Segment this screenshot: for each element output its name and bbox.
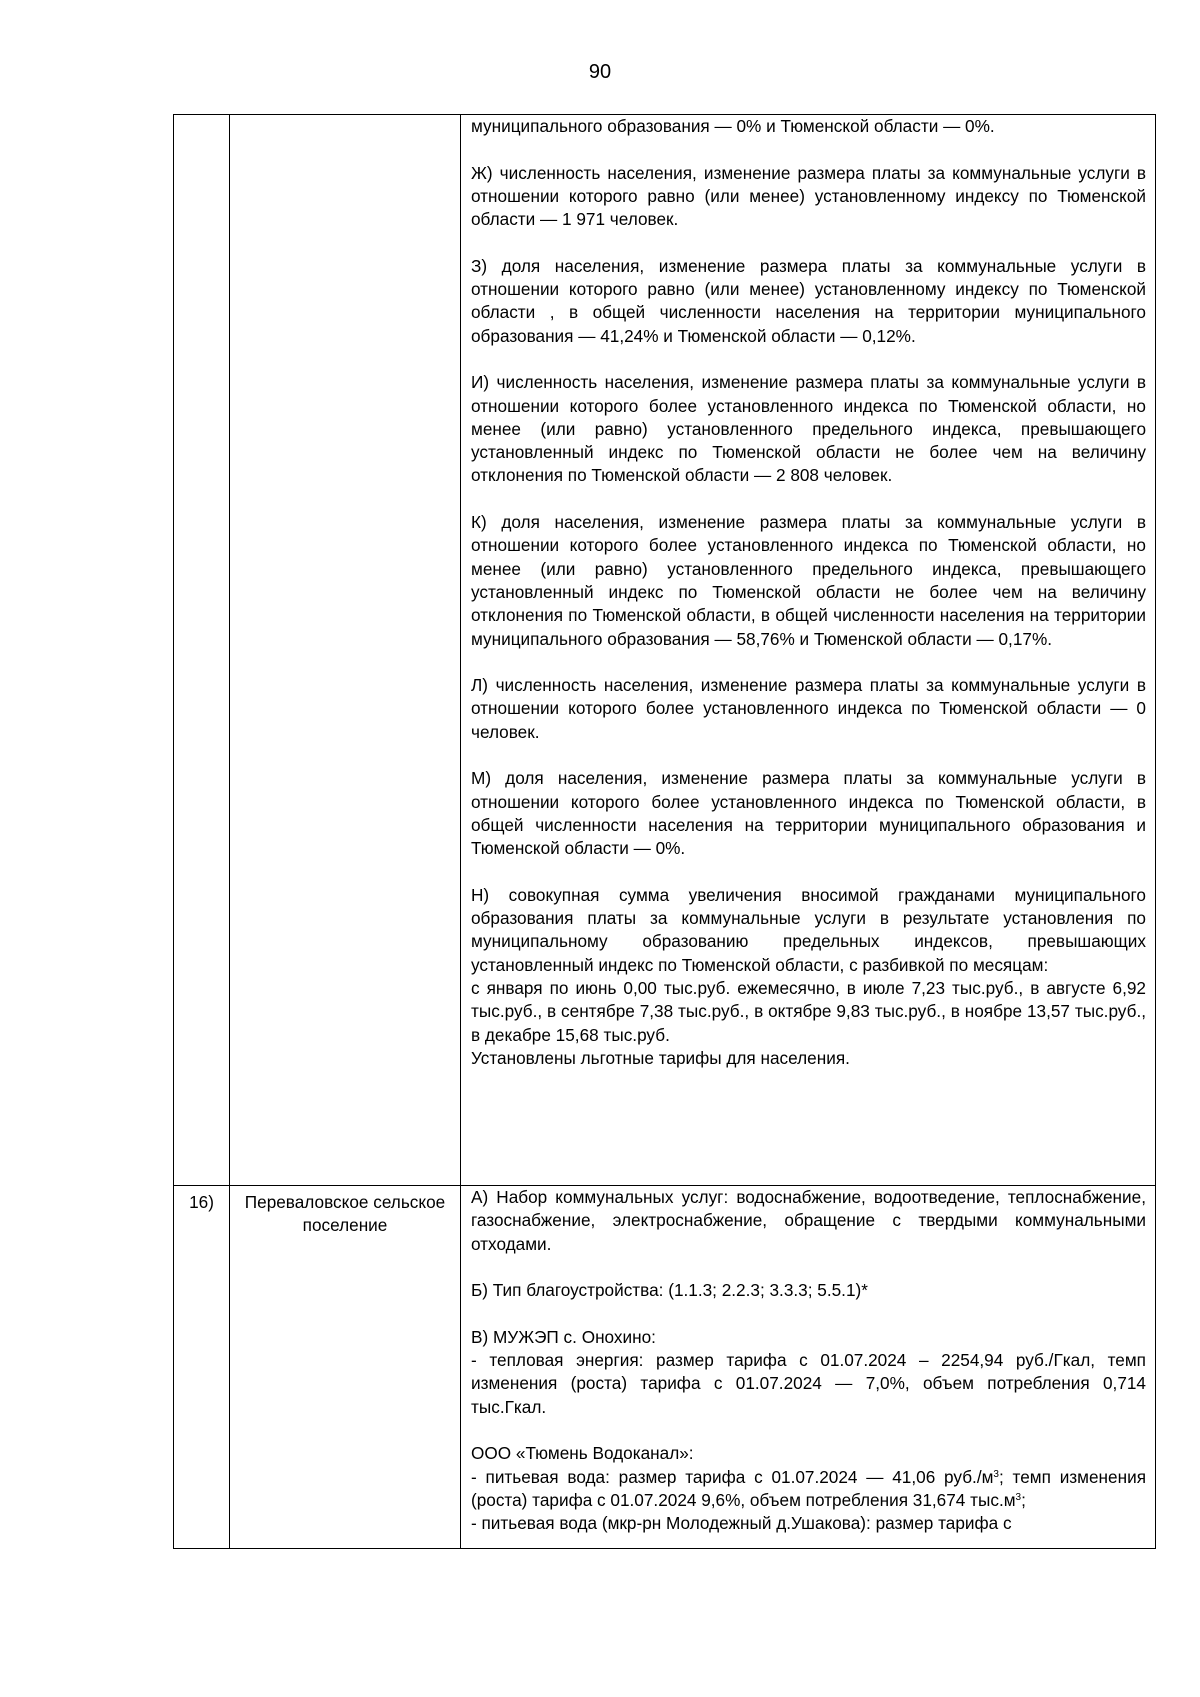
paragraph-vodokanal-heading: ООО «Тюмень Водоканал»: bbox=[471, 1443, 694, 1464]
table-row-continued bbox=[174, 115, 1156, 1186]
municipality-name-cell bbox=[230, 115, 461, 1186]
paragraph-v-heading: В) МУЖЭП с. Онохино: bbox=[471, 1326, 656, 1347]
municipality-name-cell: Переваловское сельское поселение bbox=[230, 1186, 461, 1549]
row-number-cell bbox=[174, 115, 230, 1186]
page-number: 90 bbox=[588, 61, 612, 83]
paragraph-b: Б) Тип благоустройства: (1.1.3; 2.2.3; 3.3.3; 5.5.1)* bbox=[471, 1280, 868, 1301]
row-number-cell: 16) bbox=[174, 1186, 230, 1549]
paragraph-n-monthly: с января по июнь 0,00 тыс.руб. ежемесячно, в июле 7,23 тыс.руб., в августе 6,92 тыс.руб., в сентябре 7,38 тыс.руб., в октябре 9,83 тыс.руб., в ноябре 13,57 тыс.руб., в декабре 15,68 тыс.руб. bbox=[471, 977, 1146, 1045]
paragraph-v-heat: - тепловая энергия: размер тарифа с 01.07.2024 – 2254,94 руб./Гкал, темп изменения (роста) тарифа с 01.07.2024 — 7,0%, объем потребления 0,714 тыс.Гкал. bbox=[471, 1350, 1146, 1417]
tariff-table bbox=[173, 114, 1156, 1549]
paragraph-n bbox=[471, 884, 1146, 1070]
paragraph-l: Л) численность населения, изменение размера платы за коммунальные услуги в отношении которого более установленного индекса по Тюменской области — 0 человек. bbox=[471, 675, 1146, 742]
water-tariff-text-end: ; bbox=[1021, 1489, 1026, 1510]
description-cell bbox=[461, 1186, 1156, 1549]
paragraph-vodokanal-water bbox=[471, 1466, 1146, 1513]
paragraph-k: К) доля населения, изменение размера платы за коммунальные услуги в отношении которого более установленного индекса по Тюменской области, но менее (или равно) установленного предельного индекса, превышающего установленный индекс по Тюменской области не более чем на величину отклонения по Тюменской области, в общей численности населения на территории муниципального образования — 58,76% и Тюменской области — 0,17%. bbox=[471, 512, 1146, 649]
paragraph-a: А) Набор коммунальных услуг: водоснабжение, водоотведение, теплоснабжение, газоснабжение, электроснабжение, обращение с твердыми коммунальными отходами. bbox=[471, 1187, 1146, 1254]
paragraph-vodokanal bbox=[471, 1442, 1146, 1535]
superscript: 3 bbox=[1015, 1491, 1022, 1503]
paragraph-z: З) доля населения, изменение размера платы за коммунальные услуги в отношении которого равно (или менее) установленному индексу по Тюменской области , в общей численности населения на территории муниципального образования — 41,24% и Тюменской области — 0,12%. bbox=[471, 255, 1146, 346]
paragraph-n-intro: Н) совокупная сумма увеличения вносимой гражданами муниципального образования платы за коммунальные услуги в результате установления по муниципальному образованию предельных индексов, превышающих установленный индекс по Тюменской области, с разбивкой по месяцам: bbox=[471, 884, 1146, 975]
paragraph-vodokanal-water-molodezhny: - питьевая вода (мкр-рн Молодежный д.Ушакова): размер тарифа с bbox=[471, 1513, 1012, 1534]
paragraph-n-note: Установлены льготные тарифы для населения. bbox=[471, 1047, 850, 1068]
paragraph-m: М) доля населения, изменение размера платы за коммунальные услуги в отношении которого более установленного индекса по Тюменской области, в общей численности населения на территории муниципального образования и Тюменской области — 0%. bbox=[471, 768, 1146, 859]
superscript: 3 bbox=[993, 1468, 999, 1480]
paragraph-i: И) численность населения, изменение размера платы за коммунальные услуги в отношении которого более установленного индекса по Тюменской области, но менее (или равно) установленного предельного индекса, превышающего установленный индекс по Тюменской области не более чем на величину отклонения по Тюменской области — 2 808 человек. bbox=[471, 372, 1146, 486]
water-tariff-text: - питьевая вода: размер тарифа с 01.07.2024 — 41,06 руб./м bbox=[471, 1466, 994, 1487]
description-cell bbox=[461, 115, 1156, 1186]
paragraph-v bbox=[471, 1326, 1146, 1419]
water-tariff-text-cont: ; темп изменения (роста) тарифа с 01.07.2024 9,6%, объем потребления 31,674 тыс.м bbox=[471, 1466, 1147, 1510]
table-row-16 bbox=[174, 1186, 1156, 1549]
paragraph-e-end: муниципального образования — 0% и Тюменской области — 0%. bbox=[471, 116, 995, 136]
paragraph-zh: Ж) численность населения, изменение размера платы за коммунальные услуги в отношении которого равно (или менее) установленному индексу по Тюменской области — 1 971 человек. bbox=[471, 162, 1146, 230]
